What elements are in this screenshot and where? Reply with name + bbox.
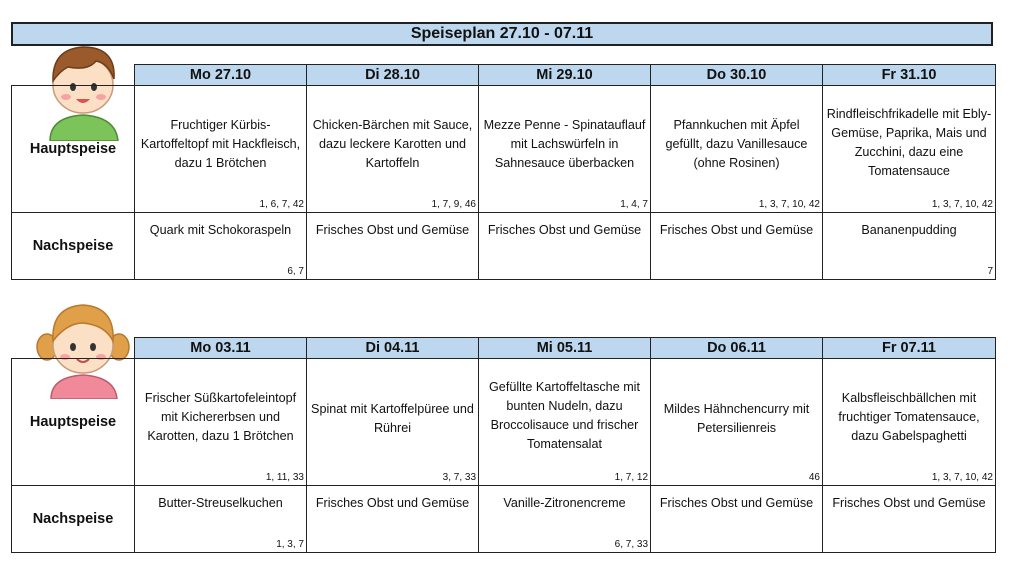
main-dish: Chicken-Bärchen mit Sauce, dazu leckere Karotten und Kartoffeln [312,117,473,170]
main-dish: Rindfleischfrikadelle mit Ebly-Gemüse, Paprika, Mais und Zucchini, dazu eine Tomatensauce [826,106,992,178]
row-label-dessert: Nachspeise [12,213,135,280]
week-2-table [11,337,995,553]
main-dish-cell [307,359,479,486]
page-title: Speiseplan 27.10 - 07.11 [11,22,993,46]
day-header: Do 06.11 [651,338,823,359]
day-header: Di 04.11 [307,338,479,359]
allergen-codes: 1, 3, 7 [276,539,304,550]
allergen-codes: 1, 7, 9, 46 [431,199,476,210]
main-dish-cell [135,359,307,486]
allergen-codes: 7 [987,266,993,277]
main-dish: Gefüllte Kartoffeltasche mit bunten Nudeln, dazu Broccolisauce und frischer Tomatensalat [489,379,640,451]
row-label-main: Hauptspeise [12,86,135,213]
allergen-codes: 1, 3, 7, 10, 42 [931,199,993,210]
main-dish: Mezze Penne - Spinatauflauf mit Lachswürfeln in Sahnesauce überbacken [483,117,646,170]
main-dish: Kalbsfleischbällchen mit fruchtiger Tomatensauce, dazu Gabelspaghetti [838,390,980,443]
dessert-dish: Frisches Obst und Gemüse [315,223,470,237]
main-dish-cell [823,86,996,213]
dessert-cell [135,486,307,553]
day-header: Mo 03.11 [135,338,307,359]
main-dish-cell [651,359,823,486]
allergen-codes: 1, 11, 33 [265,472,304,483]
dessert-cell [823,213,996,280]
dessert-dish: Frisches Obst und Gemüse [659,496,814,510]
main-dish-cell [479,86,651,213]
allergen-codes: 1, 6, 7, 42 [259,199,304,210]
main-dish-cell [823,359,996,486]
dessert-dish: Frisches Obst und Gemüse [832,496,986,510]
day-header: Mi 29.10 [479,65,651,86]
dessert-cell [479,213,651,280]
allergen-codes: 1, 7, 12 [614,472,648,483]
corner-cell [12,338,135,359]
allergen-codes: 1, 3, 7, 10, 42 [758,199,820,210]
day-header: Do 30.10 [651,65,823,86]
dessert-cell [479,486,651,553]
dessert-dish: Vanille-Zitronencreme [503,496,626,510]
dessert-cell [307,213,479,280]
dessert-cell [651,213,823,280]
week-1-table [11,64,995,280]
allergen-codes: 3, 7, 33 [442,472,476,483]
main-dish-cell [479,359,651,486]
row-label-main: Hauptspeise [12,359,135,486]
allergen-codes: 6, 7, 33 [614,539,648,550]
main-dish: Fruchtiger Kürbis-Kartoffeltopf mit Hackfleisch, dazu 1 Brötchen [140,117,301,170]
row-label-dessert: Nachspeise [12,486,135,553]
main-dish-cell [651,86,823,213]
day-header: Mi 05.11 [479,338,651,359]
allergen-codes: 1, 3, 7, 10, 42 [931,472,993,483]
dessert-dish: Frisches Obst und Gemüse [659,223,814,237]
dessert-cell [307,486,479,553]
dessert-cell [823,486,996,553]
dessert-dish: Frisches Obst und Gemüse [487,223,642,237]
day-header: Mo 27.10 [135,65,307,86]
main-dish: Frischer Süßkartofeleintopf mit Kichererbsen und Karotten, dazu 1 Brötchen [144,390,297,443]
dessert-cell [135,213,307,280]
allergen-codes: 46 [808,472,820,483]
main-dish: Pfannkuchen mit Äpfel gefüllt, dazu Vanillesauce (ohne Rosinen) [665,117,808,170]
day-header: Fr 07.11 [823,338,996,359]
day-header: Fr 31.10 [823,65,996,86]
main-dish-cell [307,86,479,213]
dessert-dish: Quark mit Schokoraspeln [149,223,292,237]
day-header: Di 28.10 [307,65,479,86]
main-dish-cell [135,86,307,213]
dessert-cell [651,486,823,553]
allergen-codes: 1, 4, 7 [620,199,648,210]
dessert-dish: Frisches Obst und Gemüse [315,496,470,510]
dessert-dish: Butter-Streuselkuchen [158,496,283,510]
main-dish: Spinat mit Kartoffelpüree und Rührei [311,401,474,435]
corner-cell [12,65,135,86]
main-dish: Mildes Hähnchencurry mit Petersilienreis [663,401,810,435]
allergen-codes: 6, 7 [287,266,304,277]
dessert-dish: Bananenpudding [861,223,957,237]
